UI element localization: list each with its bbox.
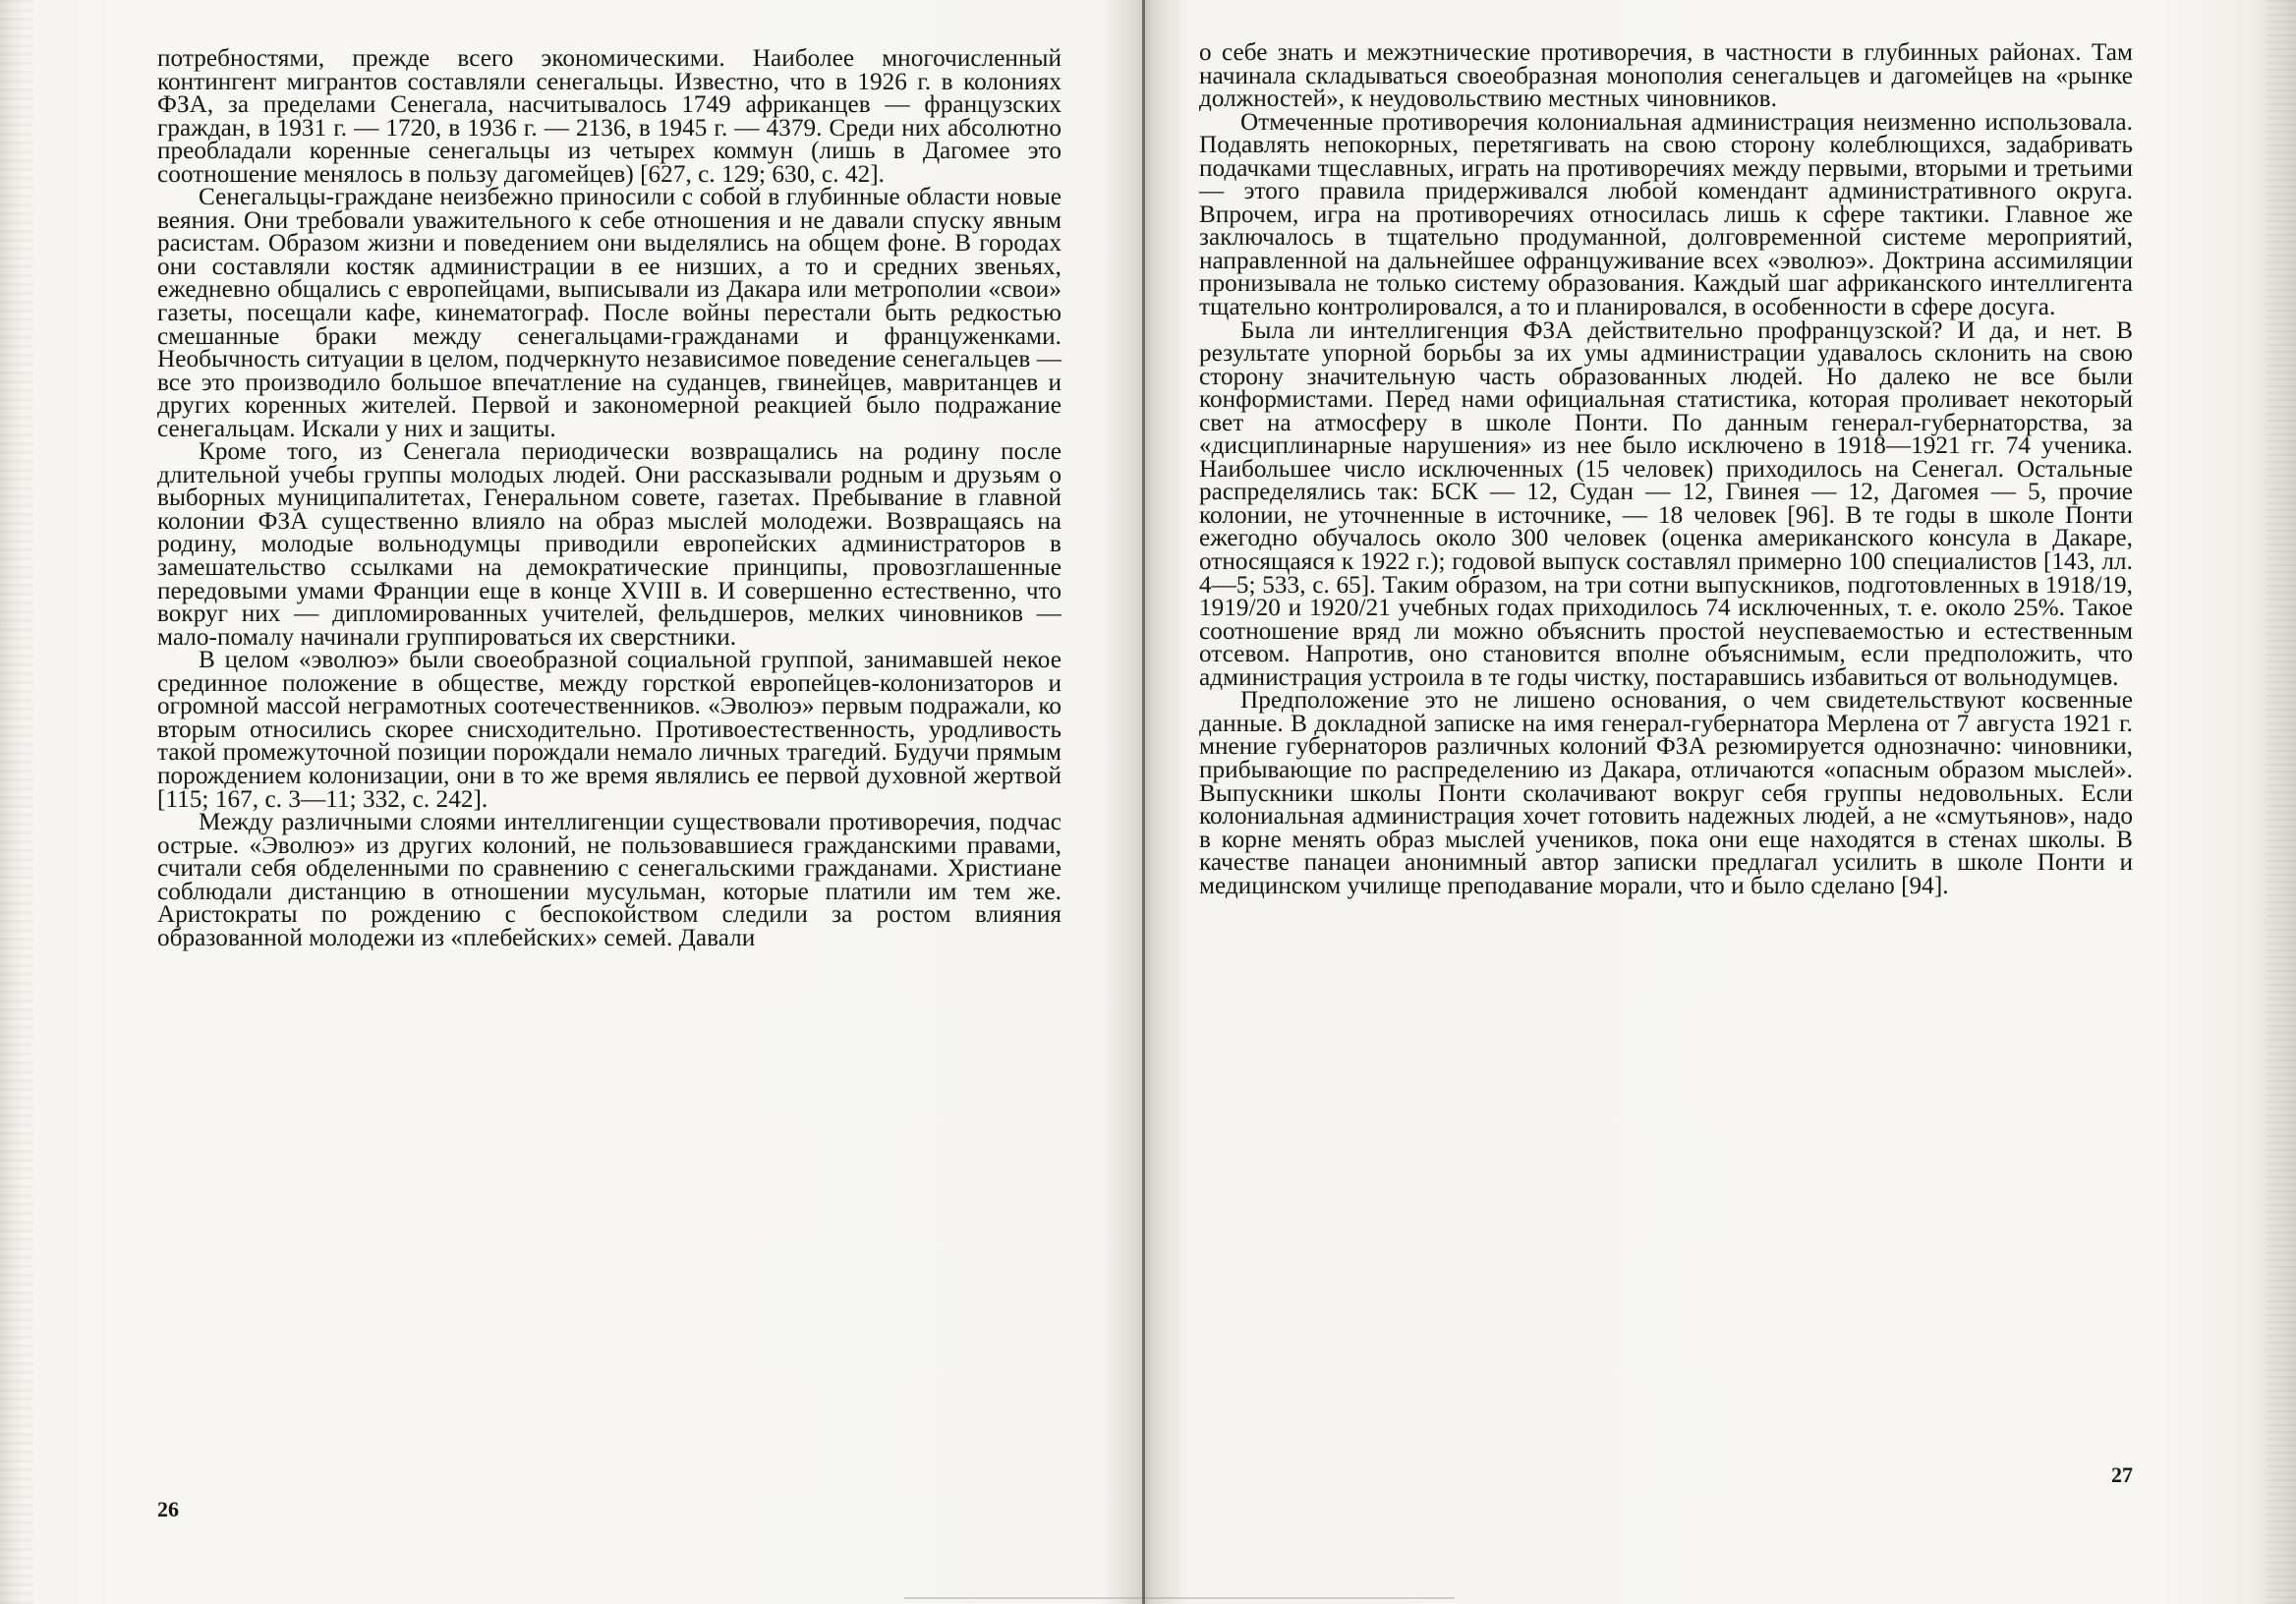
left-paragraph-5: Между различными слоями интеллигенции существовали противоречия, подчас острые. «Эволюэ» из других колоний, не пользовавшиеся гражданскими правами, считали себя обделенными по сравнению с сенегальскими гражданами. Христиане соблюдали дистанцию в отношении мусульман, которые платили им тем же. Аристократы по рождению с беспокойством следили за ростом влияния образованной молодежи из «плебейских» семей. Давали bbox=[157, 809, 1062, 951]
right-page bbox=[1199, 0, 2133, 1604]
left-page-number: 26 bbox=[157, 1497, 179, 1521]
left-paragraph-1: потребностями, прежде всего экономическими. Наиболее многочисленный контингент мигрантов составляли сенегальцы. Известно, что в 1926 г. в колониях ФЗА, за пределами Сенегала, насчитывалось 1749 африканцев — французских граждан, в 1931 г. — 1720, в 1936 г. — 2136, в 1945 г. — 4379. Среди них абсолютно преобладали коренные сенегальцы из четырех коммун (лишь в Дагомее это соотношение менялось в пользу дагомейцев) [627, с. 129; 630, с. 42]. bbox=[157, 45, 1062, 188]
left-paragraph-4: В целом «эволюэ» были своеобразной социальной группой, занимавшей некое срединное положение в обществе, между горсткой европейцев-колонизаторов и огромной массой неграмотных соотечественников. «Эволюэ» первым подражали, ко вторым относились скорее снисходительно. Противоестественность, уродливость такой промежуточной позиции порождали немало личных трагедий. Будучи прямым порождением колонизации, они в то же время являлись ее первой духовной жертвой [115; 167, с. 3—11; 332, с. 242]. bbox=[157, 647, 1062, 813]
left-page bbox=[157, 0, 1062, 1604]
right-page-text bbox=[1199, 41, 2133, 897]
right-paragraph-4: Предположение это не лишено основания, о чем свидетельствуют косвенные данные. В докладной записке на имя генерал-губернатора Мерлена от 7 августа 1921 г. мнение губернаторов различных колоний ФЗА резюмируется однозначно: чиновники, прибывающие по распределению из Дакара, отличаются «опасным образом мыслей». Выпускники школы Понти сколачивают вокруг себя группы недовольных. Если колониальная администрация хочет готовить надежных людей, а не «смутьянов», надо в корне менять образ мыслей учеников, пока они еще находятся в стенах школы. В качестве панацеи анонимный автор записки предлагал усилить в школе Понти и медицинском училище преподавание морали, что и было сделано [94]. bbox=[1199, 687, 2133, 899]
right-page-number: 27 bbox=[2111, 1462, 2133, 1487]
left-paragraph-2: Сенегальцы-граждане неизбежно приносили с собой в глубинные области новые веяния. Они требовали уважительного к себе отношения и не давали спуску явным расистам. Образом жизни и поведением они выделялись на общем фоне. В городах они составляли костяк администрации в ее низших, а то и средних звеньях, ежедневно общались с европейцами, выписывали из Дакара или метрополии «свои» газеты, посещали кафе, кинематограф. После войны перестали быть редкостью смешанные браки между сенегальцами-гражданами и француженками. Необычность ситуации в целом, подчеркнуто независимое поведение сенегальцев — все это производило большое впечатление на суданцев, гвинейцев, мавританцев и других коренных жителей. Первой и закономерной реакцией было подражание сенегальцам. Искали у них и защиты. bbox=[157, 184, 1062, 442]
left-page-text bbox=[157, 47, 1062, 949]
scan-bottom-shadow bbox=[904, 1597, 1455, 1599]
right-paragraph-3: Была ли интеллигенция ФЗА действительно профранцузской? И да, и нет. В результате упорной борьбы за их умы администрации удавалось склонить на свою сторону значительную часть образованных людей. Но далеко не все были конформистами. Перед нами официальная статистика, которая проливает некоторый свет на атмосферу в школе Понти. По данным генерал-губернаторства, за «дисциплинарные нарушения» из нее было исключено в 1918—1921 гг. 74 ученика. Наибольшее число исключенных (15 человек) приходилось на Сенегал. Остальные распределялись так: БСК — 12, Судан — 12, Гвинея — 12, Дагомея — 5, прочие колонии, не уточненные в источнике, — 18 человек [96]. В те годы в школе Понти ежегодно обучалось около 300 человек (оценка американского консула в Дакаре, относящаяся к 1922 г.); годовой выпуск составлял примерно 100 специалистов [143, лл. 4—5; 533, с. 65]. Таким образом, на три сотни выпускников, подготовленных в 1918/19, 1919/20 и 1920/21 учебных годах приходилось 74 исключенных, т. е. около 25%. Такое соотношение вряд ли можно объяснить простой неуспеваемостью и естественным отсевом. Напротив, оно становится вполне объяснимым, если предположить, что администрация устроила в те годы чистку, постаравшись избавиться от вольнодумцев. bbox=[1199, 316, 2133, 691]
left-scan-edge bbox=[0, 0, 33, 1604]
right-paragraph-1: о себе знать и межэтнические противоречия, в частности в глубинных районах. Там начинала складываться своеобразная монополия сенегальцев и дагомейцев на «рынке должностей», к неудовольствию местных чиновников. bbox=[1199, 39, 2133, 113]
left-paragraph-3: Кроме того, из Сенегала периодически возвращались на родину после длительной учебы группы молодых людей. Они рассказывали родным и друзьям о выборных муниципалитетах, Генеральном совете, газетах. Пребывание в главной колонии ФЗА существенно влияло на образ мыслей молодежи. Возвращаясь на родину, молодые вольнодумцы приводили европейских администраторов в замешательство ссылками на демократические принципы, провозглашенные передовыми умами Франции еще в конце XVIII в. И совершенно естественно, что вокруг них — дипломированных учителей, фельдшеров, мелких чиновников — мало-помалу начинали группироваться их сверстники. bbox=[157, 438, 1062, 651]
right-scan-edge bbox=[2267, 0, 2296, 1604]
right-paragraph-2: Отмеченные противоречия колониальная администрация неизменно использовала. Подавлять непокорных, перетягивать на свою сторону колеблющихся, задабривать подачками тщеславных, играть на противоречиях между первыми, вторыми и третьими — этого правила придерживался любой комендант административного округа. Впрочем, игра на противоречиях относилась лишь к сфере тактики. Главное же заключалось в тщательно продуманной, долговременной системе мероприятий, направленной на дальнейшее офранцуживание всех «эволюэ». Доктрина ассимиляции пронизывала не только систему образования. Каждый шаг африканского интеллигента тщательно контролировался, а то и планировался, в особенности в сфере досуга. bbox=[1199, 108, 2133, 321]
book-spine bbox=[1142, 0, 1145, 1604]
